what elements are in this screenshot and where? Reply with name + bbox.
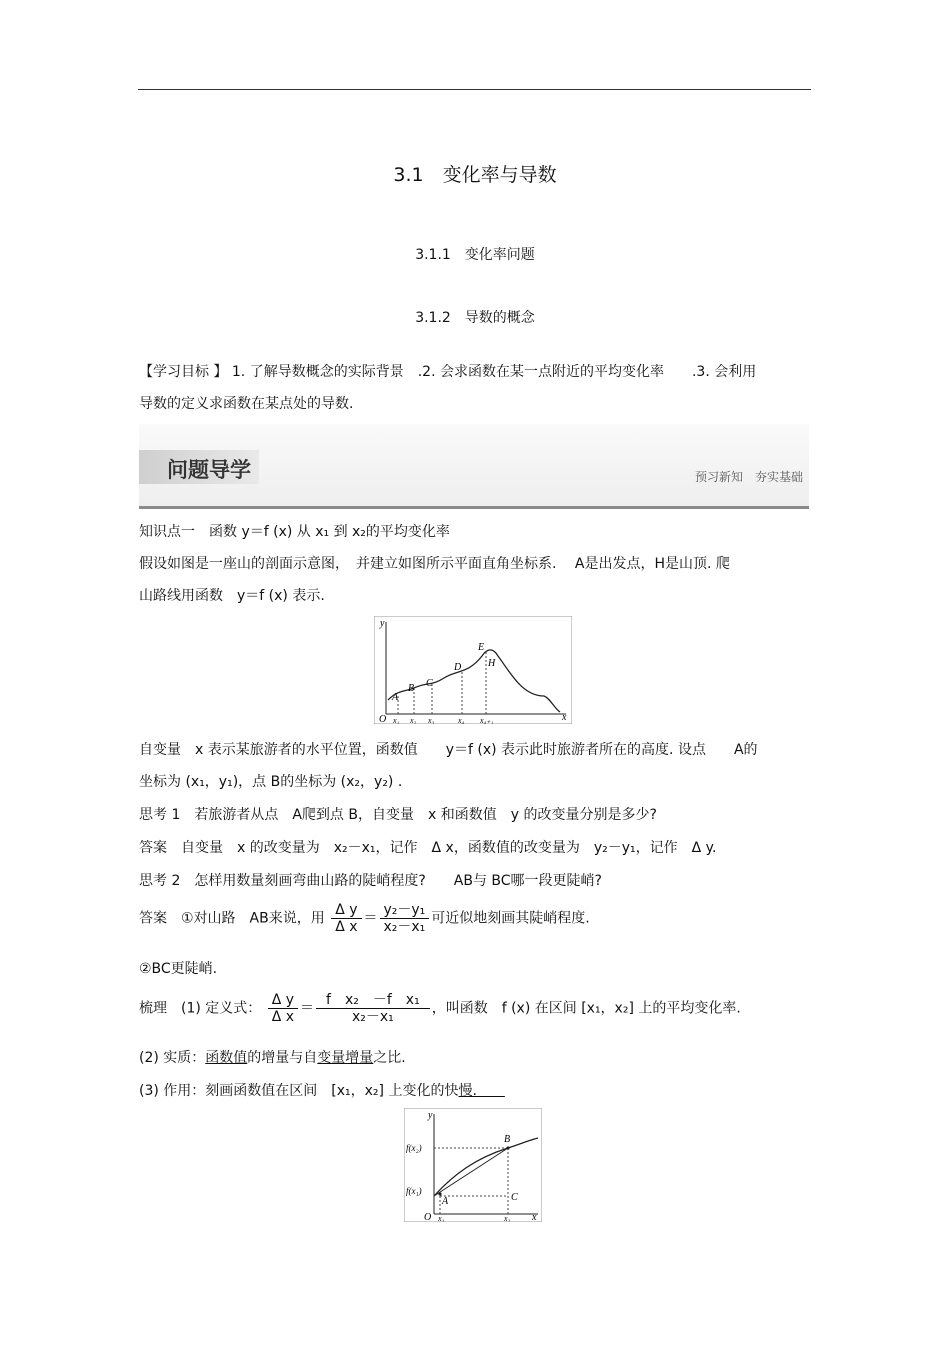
think-2-answer-2: ②BC更陡峭. — [139, 961, 218, 977]
fraction-denominator: x₂－x₁ — [383, 919, 426, 935]
fraction-denominator: x₂－x₁ — [351, 1009, 394, 1025]
fraction-numerator: Δ y — [268, 992, 298, 1009]
point-b-marker — [506, 1146, 509, 1149]
fraction-denominator: Δ x — [335, 919, 358, 935]
knowledge-point-heading: 知识点一 函数 y＝f (x) 从 x₁ 到 x₂的平均变化率 — [139, 524, 450, 540]
summary-definition-suffix: ，叫函数 f (x) 在区间 [x₁，x₂] 上的平均变化率. — [431, 1000, 741, 1017]
equals-sign: ＝ — [363, 910, 378, 927]
point-label-a: A — [442, 1196, 449, 1207]
top-rule — [138, 89, 811, 90]
fraction-numerator: y₂－y₁ — [380, 902, 430, 919]
description-line-2: 坐标为 (x₁，y₁)，点 B的坐标为 (x₂，y₂) . — [139, 774, 403, 790]
fraction-function-difference — [316, 992, 430, 1025]
description-line-1: 自变量 x 表示某旅游者的水平位置，函数值 y＝f (x) 表示此时旅游者所在的高度. 设点 A的 — [139, 742, 758, 758]
learning-goals-line-1: 【学习目标 】 1. 了解导数概念的实际背景 .2. 会求函数在某一点附近的平均变化率 .3. 会利用 — [139, 364, 757, 380]
summary-label: 梳理 (1) 定义式： — [139, 1000, 262, 1017]
y-axis-label: y — [428, 1110, 433, 1121]
x-axis-label: x — [532, 1212, 537, 1222]
point-label-b: B — [504, 1134, 511, 1145]
subsection-title-2: 3.1.2 导数的概念 — [415, 310, 535, 326]
mountain-profile-figure — [374, 616, 572, 724]
think-2-answer — [139, 902, 590, 935]
summary-definition — [139, 992, 741, 1025]
point-label-c: C — [426, 678, 433, 689]
point-label-d: D — [454, 662, 462, 673]
knowledge-point-paragraph-2: 山路线用函数 y＝f (x) 表示. — [139, 588, 325, 604]
fx2-label: f(x₂) — [406, 1143, 422, 1153]
banner-subtitle: 预习新知 夯实基础 — [694, 470, 803, 484]
tick-label-x4plus1: x₄₊₁ — [480, 716, 494, 724]
section-title: 3.1 变化率与导数 — [393, 164, 557, 186]
secant-figure — [404, 1108, 542, 1222]
fraction-difference-quotient — [380, 902, 430, 935]
point-label-h: H — [488, 658, 496, 669]
tick-label-x3: x₃ — [428, 716, 435, 724]
think-1-answer: 答案 自变量 x 的改变量为 x₂－x₁，记作 Δ x，函数值的改变量为 y₂－y₁，记作 Δ y. — [139, 840, 717, 856]
tick-label-x2: x₂ — [410, 716, 417, 724]
essence-underlined-1: 函数值 — [205, 1050, 248, 1066]
think-2-question: 思考 2 怎样用数量刻画弯曲山路的陡峭程度? AB与 BC哪一段更陡峭? — [139, 873, 602, 889]
learning-goals-line-2: 导数的定义求函数在某点处的导数. — [139, 396, 354, 412]
tick-label-x4: x₄ — [458, 716, 465, 724]
point-label-e: E — [478, 642, 485, 653]
equals-sign: ＝ — [300, 1000, 315, 1017]
section-banner — [139, 424, 809, 509]
point-label-a: A — [392, 692, 399, 703]
origin-label: O — [424, 1212, 432, 1222]
tick-label-x1: x₁ — [393, 716, 400, 724]
fraction-denominator: Δ x — [271, 1009, 295, 1025]
fx1-label: f(x₁) — [406, 1186, 422, 1196]
fraction-numerator: Δ y — [331, 902, 361, 919]
tick-label-x1: x₁ — [438, 1214, 445, 1222]
subsection-title-1: 3.1.1 变化率问题 — [415, 247, 535, 263]
answer-suffix: 可近似地刻画其陡峭程度. — [431, 910, 590, 927]
summary-function — [139, 1080, 505, 1100]
essence-underlined-2: 变量增量 — [317, 1050, 374, 1066]
function-underlined: 慢. — [458, 1083, 505, 1099]
essence-suffix: 之比. — [373, 1050, 406, 1066]
knowledge-point-paragraph-1: 假设如图是一座山的剖面示意图， 并建立如图所示平面直角坐标系. A是出发点，H是山顶. 爬 — [139, 556, 730, 572]
function-prefix: (3) 作用：刻画函数值在区间 [x₁，x₂] 上变化的快 — [139, 1083, 459, 1099]
fraction-numerator: f x₂ －f x₁ — [316, 992, 430, 1009]
essence-middle: 的增量与自 — [247, 1050, 318, 1066]
summary-essence — [139, 1047, 406, 1067]
think-1-question: 思考 1 若旅游者从点 A爬到点 B，自变量 x 和函数值 y 的改变量分别是多少? — [139, 807, 657, 823]
essence-prefix: (2) 实质： — [139, 1050, 206, 1066]
point-label-b: B — [408, 683, 415, 694]
origin-label: O — [379, 714, 387, 724]
point-label-c: C — [511, 1192, 518, 1203]
banner-title: 问题导学 — [167, 458, 251, 482]
tick-label-x2: x₂ — [504, 1214, 511, 1222]
fraction-dy-dx — [268, 992, 298, 1025]
x-axis-label: x — [562, 712, 567, 723]
fraction-dy-dx — [331, 902, 361, 935]
answer-prefix: 答案 ①对山路 AB来说，用 — [139, 910, 325, 927]
y-axis-label: y — [380, 618, 385, 629]
